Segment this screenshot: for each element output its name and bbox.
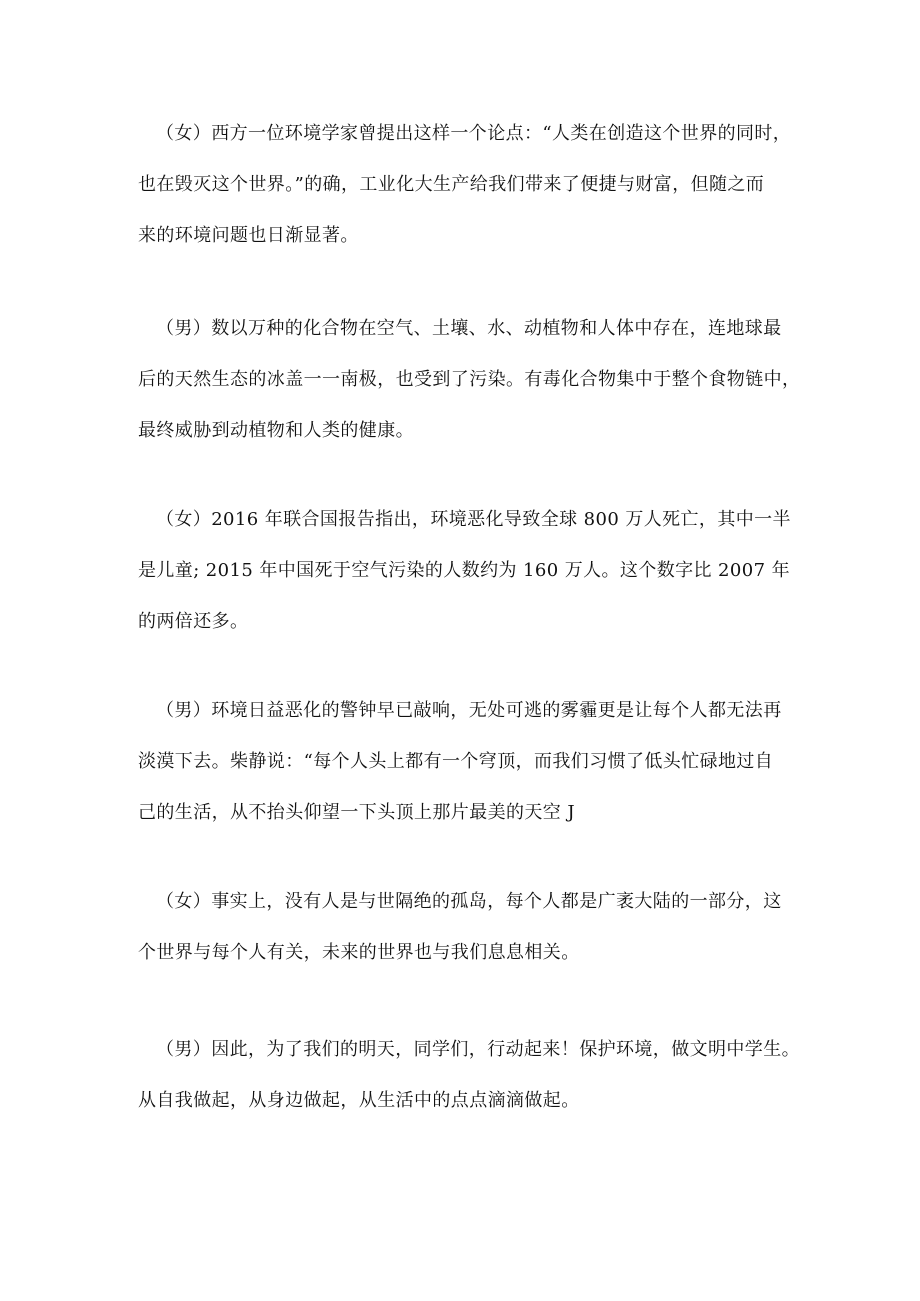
paragraph-line: 淡漠下去。柴静说：“每个人头上都有一个穹顶，而我们习惯了低头忙碌地过自: [138, 751, 774, 772]
paragraph-line: 后的天然生态的冰盖一一南极，也受到了污染。有毒化合物集中于整个食物链中，: [138, 369, 801, 390]
paragraph-line: 从自我做起，从身边做起，从生活中的点点滴滴做起。: [138, 1090, 580, 1111]
paragraph-female-2: [138, 494, 800, 647]
paragraph-line: 个世界与每个人有关，未来的世界也与我们息息相关。: [138, 942, 580, 963]
paragraph-female-1: [138, 108, 800, 261]
paragraph-line: 的两倍还多。: [138, 611, 249, 632]
paragraph-male-3: [138, 1024, 800, 1126]
paragraph-line: 来的环境问题也日渐显著。: [138, 225, 359, 246]
paragraph-male-1: [138, 303, 800, 456]
paragraph-line: （男）数以万种的化合物在空气、土壤、水、动植物和人体中存在，连地球最: [156, 318, 782, 339]
paragraph-line: 己的生活，从不抬头仰望一下头顶上那片最美的天空 J: [138, 802, 575, 823]
paragraph-male-2: [138, 685, 800, 838]
paragraph-line: （男）因此，为了我们的明天，同学们，行动起来！保护环境，做文明中学生。: [156, 1039, 800, 1060]
paragraph-line: 也在毁灭这个世界。”的确，工业化大生产给我们带来了便捷与财富，但随之而: [138, 174, 765, 195]
paragraph-line: 最终威胁到动植物和人类的健康。: [138, 420, 414, 441]
paragraph-line: （男）环境日益恶化的警钟早已敲响，无处可逃的雾霾更是让每个人都无法再: [156, 700, 782, 721]
paragraph-line: （女）2016 年联合国报告指出，环境恶化导致全球 800 万人死亡，其中一半: [156, 509, 791, 530]
paragraph-female-3: [138, 876, 800, 978]
paragraph-line: 是儿童; 2015 年中国死于空气污染的人数约为 160 万人。这个数字比 2007 年: [138, 560, 790, 581]
paragraph-line: （女）西方一位环境学家曾提出这样一个论点：“人类在创造这个世界的同时，: [156, 123, 792, 144]
paragraph-line: （女）事实上，没有人是与世隔绝的孤岛，每个人都是广袤大陆的一部分，这: [156, 891, 782, 912]
